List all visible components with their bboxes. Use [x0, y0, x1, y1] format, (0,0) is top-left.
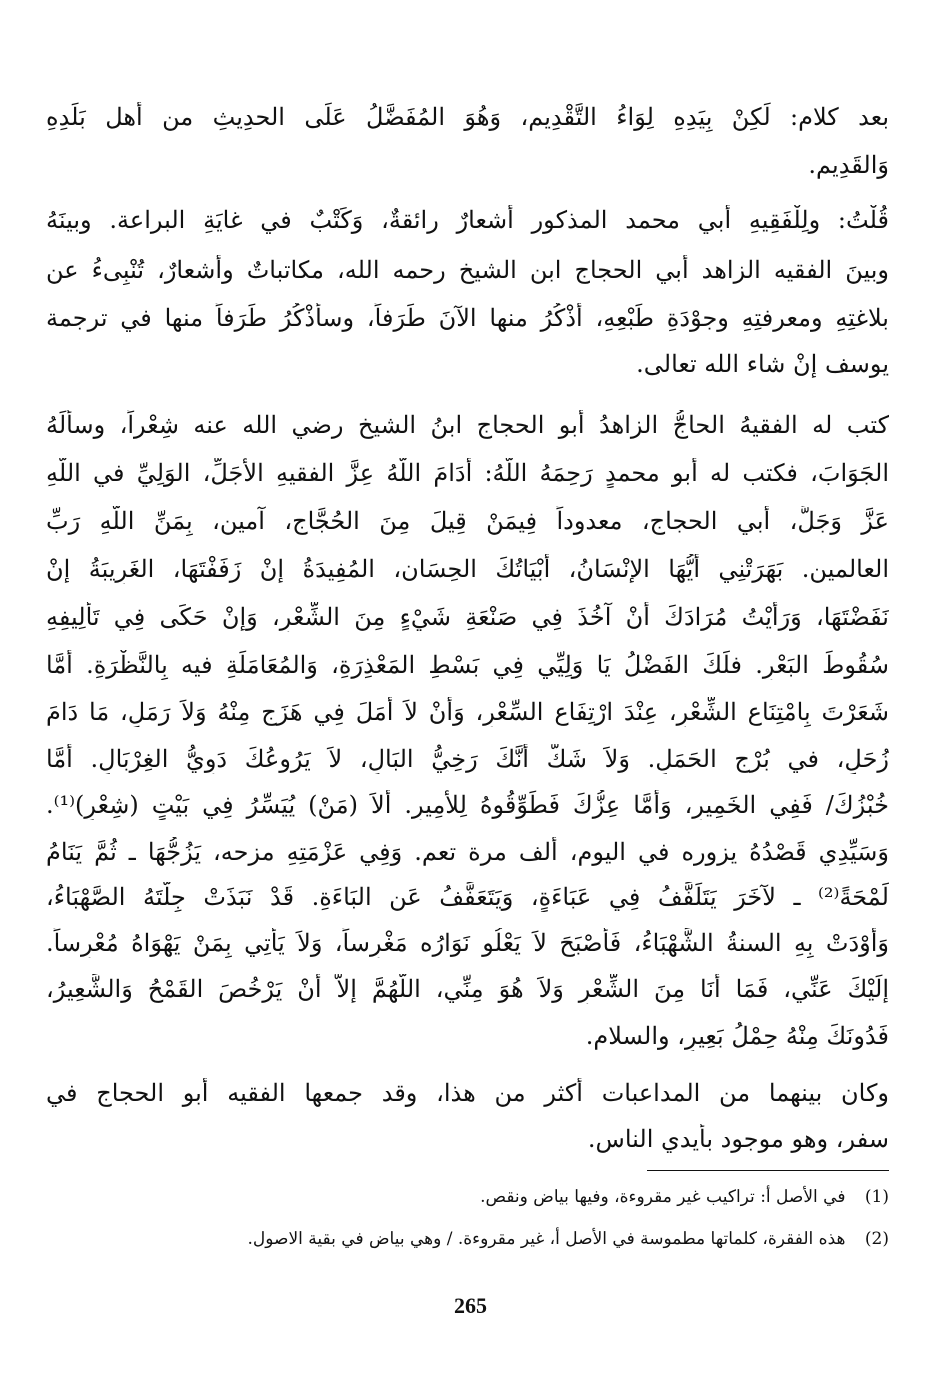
text-line: وَالقَدِيمِ. — [808, 151, 889, 179]
text-line: بعد كلام: لَكِنْ بِيَدِهِ لِوَاءُ التَّقْدِيمِ، وَهُوَ المُفَضَّلُ عَلَى الحدِيثِ من أهل بَلَدِهِ — [46, 103, 889, 131]
text-line: يوسف إنْ شاء الله تعالى. — [636, 350, 889, 378]
text-line: بلاغتِهِ ومعرفتِهِ وجوْدَةِ طَبْعِهِ، أَذْكُرُ منها الآنَ طَرَفاً، وسأذْكُرُ طَرَفاً منها في ترجمة — [46, 304, 889, 332]
text-line: الجَوَابَ، فكتب له أبو محمدٍ رَحِمَهُ اللَّهُ: أَدَامَ اللَّهُ عِزَّ الفقيهِ الأَجَلِّ، الوَلِيِّ في اللَّهِ — [46, 459, 889, 487]
footnote-divider — [647, 1170, 889, 1171]
text-line: كتب له الفقيهُ الحاجُّ الزاهدُ أبو الحجاج ابنُ الشيخ رضي الله عنه شِعْراً، وسألَهُ — [46, 411, 889, 439]
text-line: سُقُوطَ البَعْرِ. فلَكَ الفَضْلُ يَا وَلِيِّي فِي بَسْطِ المَعْذِرَةِ، وَالمُعَامَلَةِ فيه بِالنَّظْرَةِ. أَمَّا — [46, 651, 889, 679]
text-line: وَسَيِّدِي قَصْدُهُ يزوره في اليوم، ألف مرة تعم. وَفِي عَزْمَتِهِ مزحه، يَزُجُّهَا ـ ثُمَّ يَنَامُ — [46, 838, 889, 866]
text-line: العالمين. بَهَرَتْنِي أَيُّهَا الإِنْسَانُ، أَبْيَاتُكَ الحِسَان، المُفِيدَةُ إِنْ زَفَفْتَهَا، الغَرِيبَةُ إِنْ — [46, 555, 889, 583]
footnote-number: (1) — [864, 1187, 889, 1207]
text-line: وَأَوْدَتْ بِهِ السنةُ الشَّهْبَاءُ، فَأَصْبَحَ لاَ يَعْلُو نَوَارُه مَغْرِساً، وَلاَ يَأْتِي بِمَنْ يَهْوَاهُ مُعْرِساً. — [46, 929, 889, 957]
text-line: لَمْحَةً⁽²⁾ ـ لآخَرَ يَتَلَفَّفُ فِي عَبَاءَةٍ، وَيَتَعَفَّفُ عَنِ البَاءَةِ. قَدْ نَبَذَتْ جِلَّتَهُ الصَّهْبَاءُ، — [46, 883, 889, 911]
text-line: نَفَضْتَهَا، وَرَأَيْتُ مُرَادَكَ أَنْ آخُذَ فِي صَنْعَةِ شَيْءٍ مِنَ الشِّعْرِ، وَإِنْ حَكَى فِي تَأْلِيفِهِ — [46, 603, 889, 631]
footnote-text: في الأصل أ: تراكيب غير مقروءة، وفيها بياض ونقص. — [480, 1187, 846, 1207]
text-line: خُبْزُكَ/ فَفِي الخَمِيرِ، وَأَمَّا عِزُّكَ فَطَوِّقُوهُ لِلأَمِيرِ. أَلاَ (مَنْ) يُيَسِّرُ فِي بَيْتٍ (شِعْرٍ)⁽¹⁾. — [46, 791, 889, 819]
footnote — [46, 1185, 889, 1209]
footnote-text: هذه الفقرة، كلماتها مطموسة في الأصل أ، غير مقروءة. / وهي بياض في بقية الاصول. — [247, 1229, 846, 1249]
text-line: عَزَّ وَجَلَّ، أبي الحجاج، معدوداً فِيمَنْ قِيلَ مِنَ الحُجَّاجِ، آمين، بِمَنِّ اللَّهِ رَبِّ — [46, 507, 889, 535]
text-line: وبينَ الفقيه الزاهد أبي الحجاج ابن الشيخ رحمه الله، مكاتباتٌ وأشعارٌ، تُنْبِىءُ عن — [46, 256, 889, 284]
text-line: إِلَيْكَ عَنِّي، فَمَا أَنَا مِنَ الشِّعْرِ وَلاَ هُوَ مِنِّي، اللَّهُمَّ إِلاَّ أَنْ يَرْخُصَ القَمْحُ وَالشَّعِيرُ، — [46, 975, 889, 1003]
text-line: زُحَلٍ، في بُرْجِ الحَمَلِ. وَلاَ شَكَّ أَنَّكَ رَخِيُّ البَالِ، لاَ يَرُوعُكَ دَوِيُّ الغِرْبَالِ. أَمَّا — [46, 745, 889, 773]
text-line: قُلْتُ: ولِلْفَقِيهِ أبي محمد المذكور أشعارٌ رائقةٌ، وَكَتْبٌ في غايَةِ البراعة. وبينَهُ — [46, 206, 889, 234]
page-number: 265 — [454, 1293, 487, 1318]
text-line: فَدُونَكَ مِنْهُ حِمْلُ بَعِيرٍ، والسلام. — [585, 1022, 889, 1050]
text-line: وكان بينهما من المداعبات أكثر من هذا، وقد جمعها الفقيه أبو الحجاج في — [46, 1079, 889, 1107]
footnote-number: (2) — [864, 1229, 889, 1249]
text-line: سفر، وهو موجود بأيدي الناس. — [587, 1125, 889, 1153]
text-line: شَعَرْتَ بِامْتِنَاعِ الشِّعْرِ، عِنْدَ ارْتِفَاعِ السِّعْرِ، وَأَنْ لاَ أَمَلَ فِي هَزَجٍ مِنْهُ وَلاَ رَمَلٍ، مَا دَامَ — [46, 698, 889, 726]
footnote — [46, 1227, 889, 1251]
